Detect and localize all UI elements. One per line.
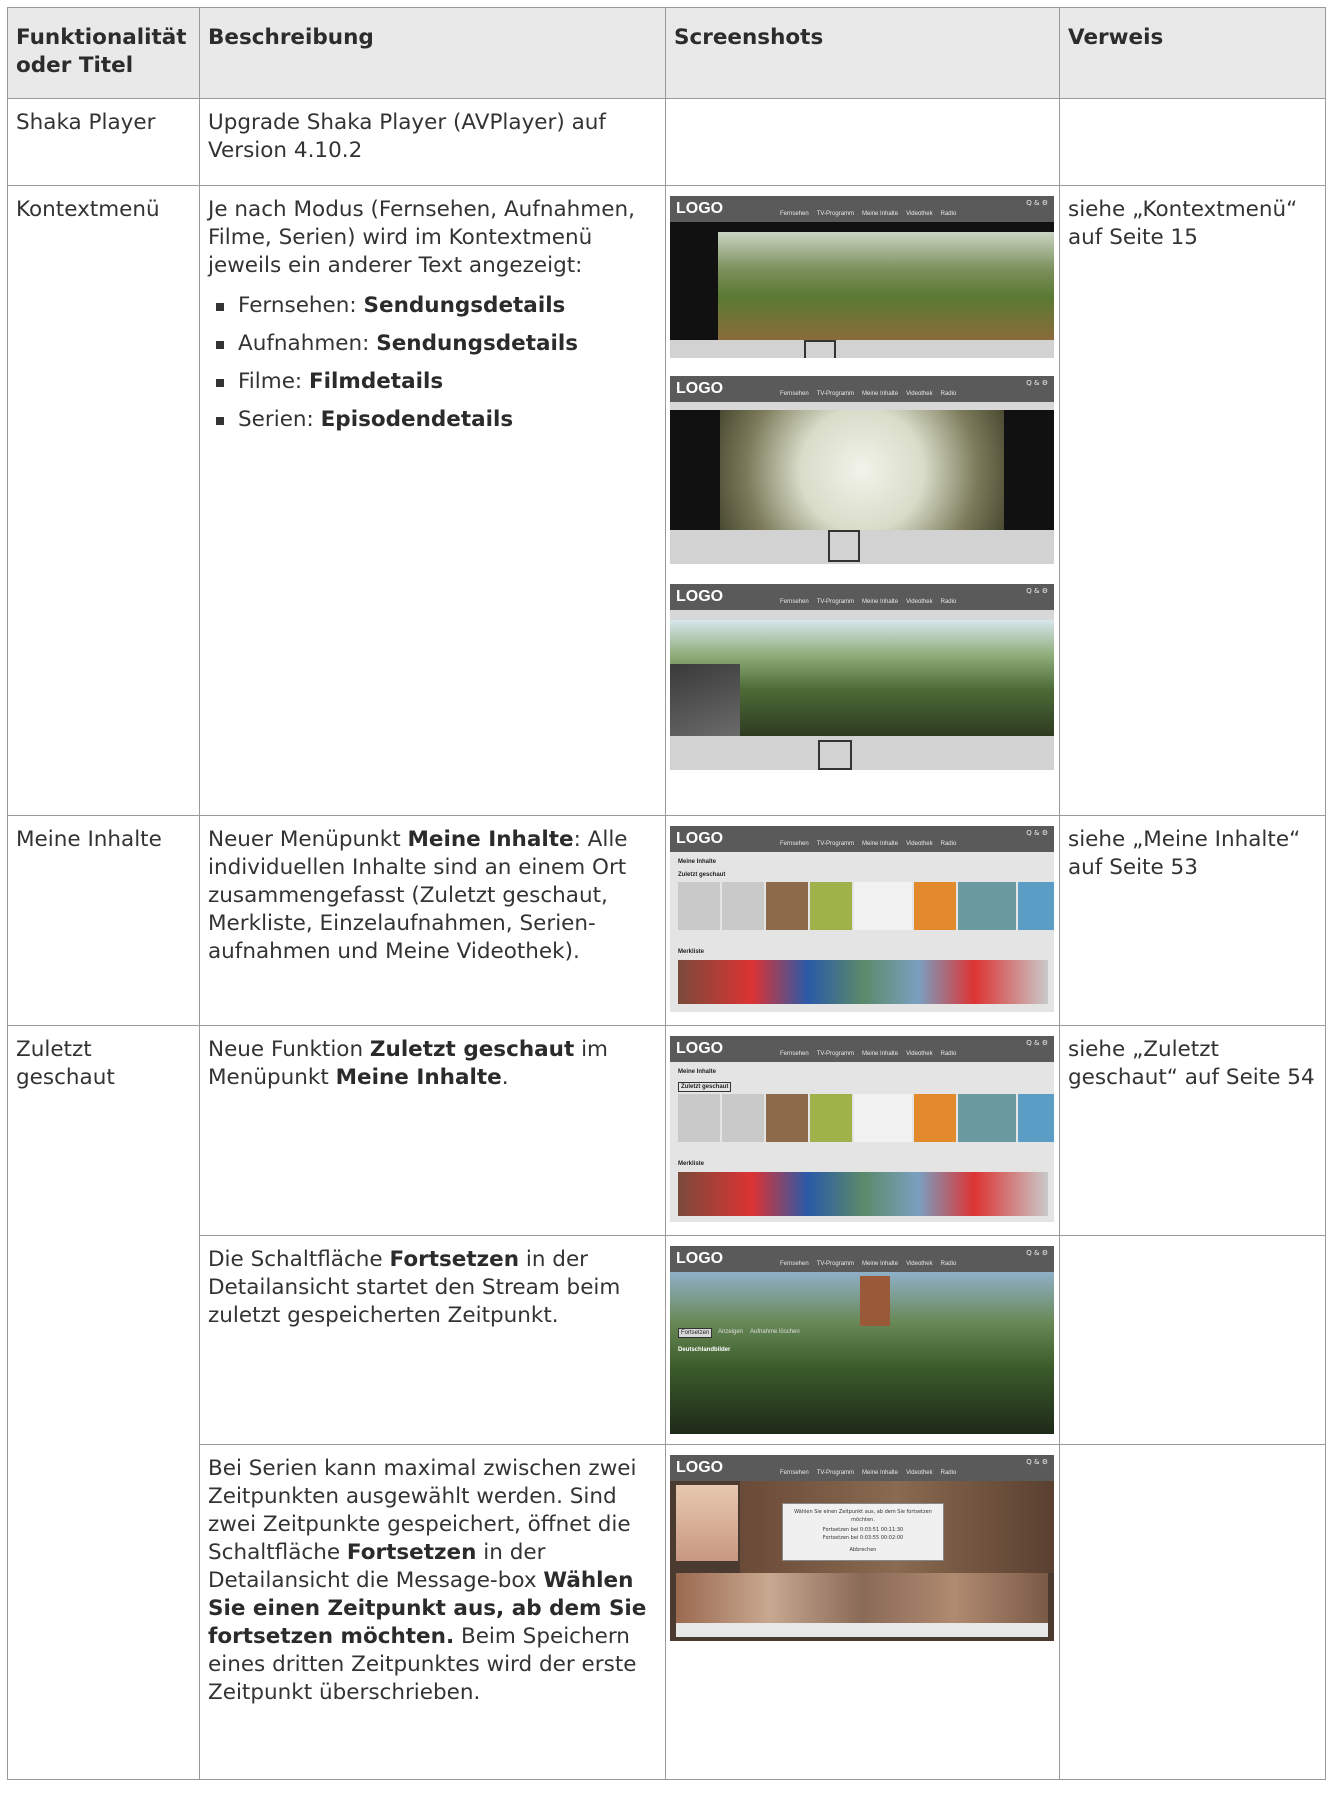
logo: LOGO xyxy=(676,200,724,217)
screenshot-filme-player xyxy=(670,584,1054,770)
header-verweis: Verweis xyxy=(1060,8,1326,99)
player-controls xyxy=(670,736,1054,770)
zuletzt-geschaut-label: Zuletzt geschaut xyxy=(678,1082,731,1092)
screenshot-header xyxy=(670,1455,1054,1481)
tile xyxy=(854,882,912,930)
row-title-shaka: Shaka Player xyxy=(8,99,200,186)
castle-tower xyxy=(860,1276,890,1326)
table-row xyxy=(8,1026,1326,1236)
table-row xyxy=(8,186,1326,816)
episode-info-row xyxy=(676,1623,1048,1637)
zuletzt-geschaut-label: Zuletzt geschaut xyxy=(678,872,726,878)
header-icons: Q & ⚙ xyxy=(1026,587,1048,595)
tile xyxy=(1018,1094,1054,1142)
header-icons: Q & ⚙ xyxy=(1026,379,1048,387)
tile xyxy=(1018,882,1054,930)
table-row xyxy=(8,1445,1326,1780)
tile xyxy=(722,1094,764,1142)
row-desc-kontext xyxy=(200,186,666,816)
screenshot-aufnahmen-player xyxy=(670,376,1054,564)
tile xyxy=(678,882,720,930)
header-funktionalitaet: Funktionalität oder Titel xyxy=(8,8,200,99)
tile xyxy=(810,1094,852,1142)
row-screens-shaka xyxy=(666,99,1060,186)
screenshot-header xyxy=(670,1246,1054,1272)
row-title-zuletzt: Zuletzt geschaut xyxy=(8,1026,200,1780)
tile xyxy=(766,1094,808,1142)
list-item: Fernsehen: Sendungsdetails xyxy=(208,292,657,320)
row-ref-serien xyxy=(1060,1445,1326,1780)
row-desc-shaka: Upgrade Shaka Player (AVPlayer) auf Version 4.10.2 xyxy=(200,99,666,186)
screenshot-header xyxy=(670,584,1054,610)
row-ref-shaka xyxy=(1060,99,1326,186)
house-image xyxy=(670,664,740,736)
row-desc-meine: Neuer Menüpunkt Meine Inhalte: Alle individuellen Inhalte sind an einem Ort zusammengefasst (Zuletzt geschaut, Merkliste, Einzelaufnahmen, Serien-aufnahmen und Meine Videothek). xyxy=(200,816,666,1026)
table-row xyxy=(8,816,1326,1026)
screenshot-header xyxy=(670,376,1054,402)
tile xyxy=(810,882,852,930)
detail-button-anzeigen: Anzeigen xyxy=(718,1329,744,1335)
tile xyxy=(958,882,1016,930)
screenshot-zuletzt-geschaut xyxy=(670,1036,1054,1222)
tile xyxy=(914,882,956,930)
meine-inhalte-heading: Meine Inhalte xyxy=(678,1069,717,1075)
header-beschreibung: Beschreibung xyxy=(200,8,666,99)
tile xyxy=(766,882,808,930)
row-desc-fortsetzen: Die Schaltfläche Fortsetzen in der Detailansicht startet den Stream beim zuletzt gespeicherten Zeitpunkt. xyxy=(200,1236,666,1445)
tile xyxy=(722,882,764,930)
list-item: Aufnahmen: Sendungsdetails xyxy=(208,330,657,358)
screenshot-nav: Fernsehen TV-Programm Meine Inhalte Videothek Radio xyxy=(780,1470,957,1476)
dialog-text: Wählen Sie einen Zeitpunkt aus, ab dem Sie fortsetzen möchten. xyxy=(794,1509,932,1523)
tile xyxy=(678,1094,720,1142)
row-title-kontext: Kontextmenü xyxy=(8,186,200,816)
logo: LOGO xyxy=(676,380,724,397)
dialog-option-1[interactable]: Fortsetzen bei 0:03:51 00:11:30 xyxy=(822,1527,904,1533)
screenshot-nav: Fernsehen TV-Programm Meine Inhalte Videothek Radio xyxy=(780,1051,957,1057)
row-screens-kontext xyxy=(666,186,1060,816)
tile xyxy=(958,1094,1016,1142)
table-row xyxy=(8,1236,1326,1445)
header-icons: Q & ⚙ xyxy=(1026,199,1048,207)
release-notes-table xyxy=(7,7,1326,1780)
row-ref-meine: siehe „Meine Inhalte“ auf Seite 53 xyxy=(1060,816,1326,1026)
logo: LOGO xyxy=(676,830,724,847)
logo: LOGO xyxy=(676,1250,724,1267)
tile xyxy=(914,1094,956,1142)
row-screens-serien xyxy=(666,1445,1060,1780)
player-controls xyxy=(670,340,1054,358)
list-item: Serien: Episodendetails xyxy=(208,406,657,434)
info-button-highlight xyxy=(828,530,860,562)
screenshot-nav: Fernsehen TV-Programm Meine Inhalte Videothek Radio xyxy=(780,841,957,847)
info-button-highlight xyxy=(804,340,836,358)
screenshot-nav: Fernsehen TV-Programm Meine Inhalte Videothek Radio xyxy=(780,211,957,217)
screenshot-detailansicht xyxy=(670,1246,1054,1434)
screenshot-serien-dialog xyxy=(670,1455,1054,1641)
detail-button-loeschen: Aufnahme löschen xyxy=(750,1329,800,1335)
meadow-image xyxy=(718,232,1054,340)
row-screens-meine xyxy=(666,816,1060,1026)
detail-button-fortsetzen: Fortsetzen xyxy=(678,1328,712,1338)
table-row xyxy=(8,99,1326,186)
screenshot-nav: Fernsehen TV-Programm Meine Inhalte Videothek Radio xyxy=(780,391,957,397)
screenshot-header xyxy=(670,1036,1054,1062)
merkliste-row xyxy=(678,1172,1048,1216)
screenshot-header xyxy=(670,196,1054,222)
kontext-intro: Je nach Modus (Fernsehen, Aufnahmen, Filme, Serien) wird im Kontextmenü jeweils ein anderer Text angezeigt: xyxy=(208,197,635,278)
row-desc-zuletzt: Neue Funktion Zuletzt geschaut im Menüpunkt Meine Inhalte. xyxy=(200,1026,666,1236)
screenshot-nav: Fernsehen TV-Programm Meine Inhalte Videothek Radio xyxy=(780,1261,957,1267)
header-icons: Q & ⚙ xyxy=(1026,1039,1048,1047)
detail-title: Deutschlandbilder xyxy=(678,1347,731,1353)
header-icons: Q & ⚙ xyxy=(1026,829,1048,837)
row-ref-fortsetzen xyxy=(1060,1236,1326,1445)
info-button-highlight xyxy=(818,740,852,770)
episode-row xyxy=(676,1573,1048,1623)
dialog-cancel[interactable]: Abbrechen xyxy=(849,1547,877,1553)
table-header-row xyxy=(8,8,1326,99)
header-screenshots: Screenshots xyxy=(666,8,1060,99)
header-icons: Q & ⚙ xyxy=(1026,1458,1048,1466)
kontext-list xyxy=(208,292,657,434)
screenshot-header xyxy=(670,826,1054,852)
meine-inhalte-heading: Meine Inhalte xyxy=(678,859,717,865)
row-title-meine: Meine Inhalte xyxy=(8,816,200,1026)
screenshot-nav: Fernsehen TV-Programm Meine Inhalte Videothek Radio xyxy=(780,599,957,605)
tile xyxy=(854,1094,912,1142)
screenshot-meine-inhalte xyxy=(670,826,1054,1012)
screenshot-fernsehen-player xyxy=(670,196,1054,358)
logo: LOGO xyxy=(676,588,724,605)
logo: LOGO xyxy=(676,1459,724,1476)
merkliste-label: Merkliste xyxy=(678,949,705,955)
row-ref-zuletzt: siehe „Zuletzt geschaut“ auf Seite 54 xyxy=(1060,1026,1326,1236)
series-poster xyxy=(676,1485,738,1561)
row-screens-fortsetzen xyxy=(666,1236,1060,1445)
zeitpunkt-dialog xyxy=(782,1503,944,1561)
dialog-option-2[interactable]: Fortsetzen bei 0:03:55 00:02:00 xyxy=(822,1535,904,1541)
header-icons: Q & ⚙ xyxy=(1026,1249,1048,1257)
row-desc-serien: Bei Serien kann maximal zwischen zwei Zeitpunkten ausgewählt werden. Sind zwei Zeitpunkte gespeichert, öffnet die Schaltfläche Fortsetzen in der Detailansicht die Message-box Wählen Sie einen Zeitpunkt aus, ab dem Sie fortsetzen möchten. Beim Speichern eines dritten Zeitpunktes wird der erste Zeitpunkt überschrieben. xyxy=(200,1445,666,1780)
merkliste-label: Merkliste xyxy=(678,1161,705,1167)
merkliste-row xyxy=(678,960,1048,1004)
blossom-photo xyxy=(720,410,1004,530)
row-screens-zuletzt xyxy=(666,1026,1060,1236)
list-item: Filme: Filmdetails xyxy=(208,368,657,396)
player-controls xyxy=(670,530,1054,564)
logo: LOGO xyxy=(676,1040,724,1057)
row-ref-kontext: siehe „Kontextmenü“ auf Seite 15 xyxy=(1060,186,1326,816)
